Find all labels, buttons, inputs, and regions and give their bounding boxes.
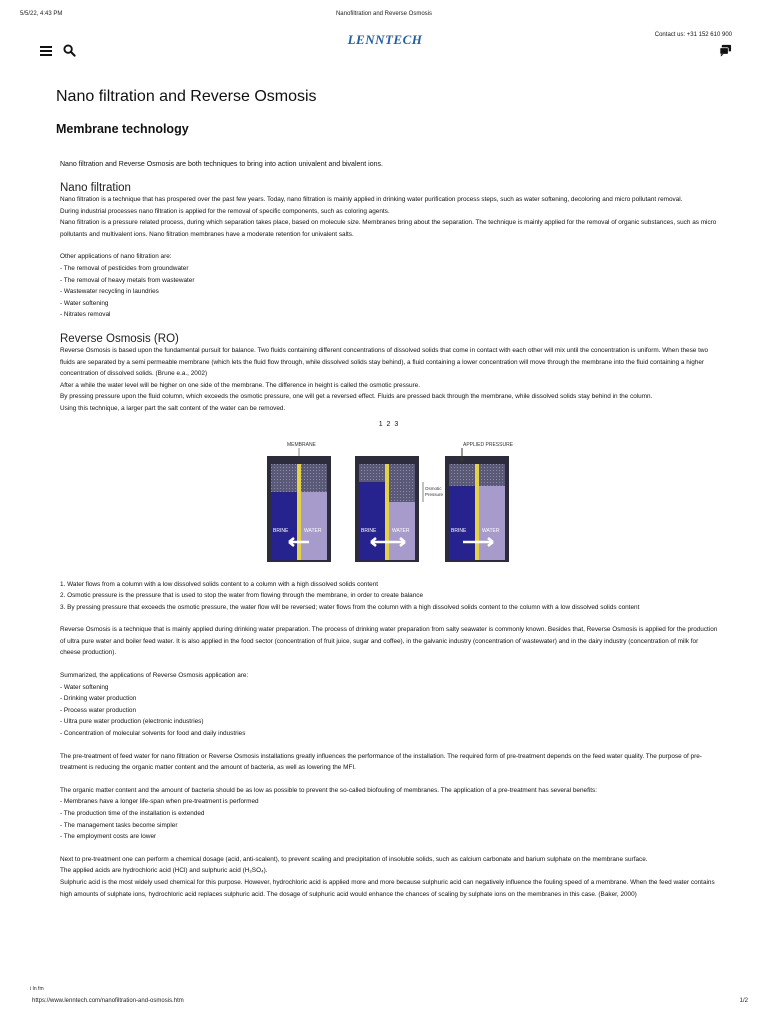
column-2 <box>355 456 444 562</box>
paragraph: Other applications of nano filtration are: <box>60 253 172 261</box>
nano-applications-list <box>60 263 718 321</box>
print-title: Nanofiltration and Reverse Osmosis <box>335 11 433 17</box>
page-title: Nano filtration and Reverse Osmosis <box>56 88 317 105</box>
osmotic-label: Osmotic <box>425 485 442 491</box>
print-footer <box>20 998 748 1010</box>
print-url[interactable]: https://www.lenntech.com/nanofiltration-and-osmosis.htm <box>32 998 184 1004</box>
osmosis-columns-illustration <box>259 434 519 564</box>
list-item: - The management tasks become simpler <box>60 821 178 829</box>
ro-applications-list <box>60 682 718 740</box>
brine-label: BRINE <box>451 527 467 534</box>
paragraph: Nano filtration is a technique that has prospered over the past few years. Today, nano filtration is mainly applied in drinking water purification process steps, such as water softening, decoloring and micro pollutant removal. <box>60 196 683 203</box>
paragraph: Summarized, the applications of Reverse Osmosis application are: <box>60 672 249 680</box>
paragraph: The applied acids are hydrochloric acid (HCl) and sulphuric acid (H₂SO₄). <box>60 867 268 875</box>
list-item: - Ultra pure water production (electronic industries) <box>60 718 204 726</box>
ro-heading: Reverse Osmosis (RO) <box>60 332 179 345</box>
paragraph: Nano filtration is a pressure related process, during which separation takes place, based on molecule size. Membranes bring about the separation. The technique is mainly applied for the removal of organic substances, such as micro pollutants and multivalent ions. Nano filtration membranes have a moderate retention for univalent salts. <box>60 219 717 238</box>
figure-label: 1 2 3 <box>378 420 400 428</box>
brine-label: BRINE <box>361 527 377 534</box>
nano-heading: Nano filtration <box>60 182 131 194</box>
print-date: 5/5/22, 4:43 PM <box>20 11 63 17</box>
brine-label: BRINE <box>273 527 289 534</box>
paragraph: Reverse Osmosis is a technique that is mainly applied during drinking water preparation. The process of drinking water preparation from salty seawater is commonly known. Besides that, Reverse Osmosis is applied for the production of ultra pure water and boiler feed water. It is also applied in the food sector (concentration of fruit juice, sugar and coffee), in the galvanic industry (concentration of wastewater) and in the dairy industry (concentration of milk for cheese production). <box>60 626 718 657</box>
section-title: Membrane technology <box>56 122 189 136</box>
list-item: - Nitrates removal <box>60 311 111 319</box>
list-item: - Wastewater recycling in laundries <box>60 288 159 296</box>
list-item: 2. Osmotic pressure is the pressure that is used to stop the water from flowing through the membrane, in order to create balance <box>60 592 424 600</box>
lenntech-logo[interactable]: LENNTECH <box>347 32 423 47</box>
bottom-note: i In fm <box>30 986 44 992</box>
page-number: 1/2 <box>739 998 748 1004</box>
list-item: - The production time of the installation is extended <box>60 810 205 817</box>
osmosis-diagram <box>60 421 718 569</box>
pressure-label: Pressure <box>425 491 444 497</box>
paragraph: Reverse Osmosis is based upon the fundamental pursuit for balance. Two fluids containing different concentrations of dissolved solids that come in contact with each other will mix until the concentration is uniform. When these two fluids are separated by a semi permeable membrane (which lets the fluid flow through, while dissolved solids stay behind), a fluid containing a lower concentration will move through the membrane into the fluid containing a higher concentration of dissolved solids. (Brune e.a., 2002) <box>60 346 709 378</box>
list-item: - Process water production <box>60 706 137 714</box>
benefits-list <box>60 796 718 842</box>
list-item: 3. By pressing pressure that exceeds the osmotic pressure, the water flow will be reversed; water flows from the column with a high dissolved solids content to the column with a low dissolved solids content <box>60 603 640 611</box>
applied-pressure-label: APPLIED PRESSURE <box>463 441 514 448</box>
list-item: - The removal of pesticides from groundwater <box>60 264 189 272</box>
paragraph: After a while the water level will be higher on one side of the membrane. The difference in height is called the osmotic pressure. <box>60 381 420 389</box>
paragraph: During industrial processes nano filtration is applied for the removal of specific components, such as coloring agents. <box>60 207 390 215</box>
column-3 <box>445 442 514 562</box>
paragraph: Next to pre-treatment one can perform a chemical dosage (acid, anti-scalent), to prevent scaling and precipitation of insoluble solids, such as calcium carbonate and barium sulphate on the membrane surface. <box>60 855 648 863</box>
water-label: WATER <box>304 527 322 534</box>
paragraph: The pre-treatment of feed water for nano filtration or Reverse Osmosis installations greatly influences the performance of the installation. The required form of pre-treatment depends on the feed water quality. The purpose of pre-treatment is reducing the organic matter content and the amount of bacteria, as well as lowering the MFI. <box>60 752 702 772</box>
paragraph: Sulphuric acid is the most widely used chemical for this purpose. However, hydrochloric acid is applied more and more because sulphuric acid can negatively influence the fouling speed of a membrane. When the feed water contains high amounts of sulphate ions, hydrochloric acid replaces sulphuric acid. The dosage of sulphuric acid would enhance the chances of scaling by sulphate ions on the membranes in this case. (Baker, 2000) <box>60 878 715 898</box>
list-item: - Drinking water production <box>60 695 137 703</box>
site-header <box>38 32 732 62</box>
list-item: - Water softening <box>60 683 109 691</box>
column-1 <box>267 442 331 562</box>
list-item: 1. Water flows from a column with a low dissolved solids content to a column with a high dissolved solids content <box>60 580 379 588</box>
water-label: WATER <box>392 527 410 534</box>
paragraph: The organic matter content and the amount of bacteria should be as low as possible to prevent the so-called biofouling of membranes. The application of a pre-treatment has several benefits: <box>60 786 598 794</box>
membrane-label: MEMBRANE <box>287 441 316 448</box>
paragraph: By pressing pressure upon the fluid column, which exceeds the osmotic pressure, one will get a reversed effect. Fluids are pressed back through the membrane, while dissolved solids stay behind in the column. <box>60 393 653 401</box>
print-header <box>20 11 748 23</box>
chat-icon[interactable] <box>719 44 732 57</box>
list-item: - Concentration of molecular solvents for food and daily industries <box>60 730 246 738</box>
osmosis-steps-list <box>60 579 718 614</box>
list-item: - Membranes have a longer life-span when pre-treatment is performed <box>60 798 259 806</box>
article <box>56 80 718 900</box>
list-item: - Water softening <box>60 299 109 307</box>
list-item: - The employment costs are lower <box>60 833 157 841</box>
list-item: - The removal of heavy metals from wastewater <box>60 276 195 284</box>
paragraph: Using this technique, a larger part the salt content of the water can be removed. <box>60 404 286 412</box>
contact-phone[interactable]: Contact us: +31 152 610 900 <box>654 32 732 38</box>
lead-paragraph: Nano filtration and Reverse Osmosis are both techniques to bring into action univalent and bivalent ions. <box>60 161 383 168</box>
water-label: WATER <box>482 527 500 534</box>
